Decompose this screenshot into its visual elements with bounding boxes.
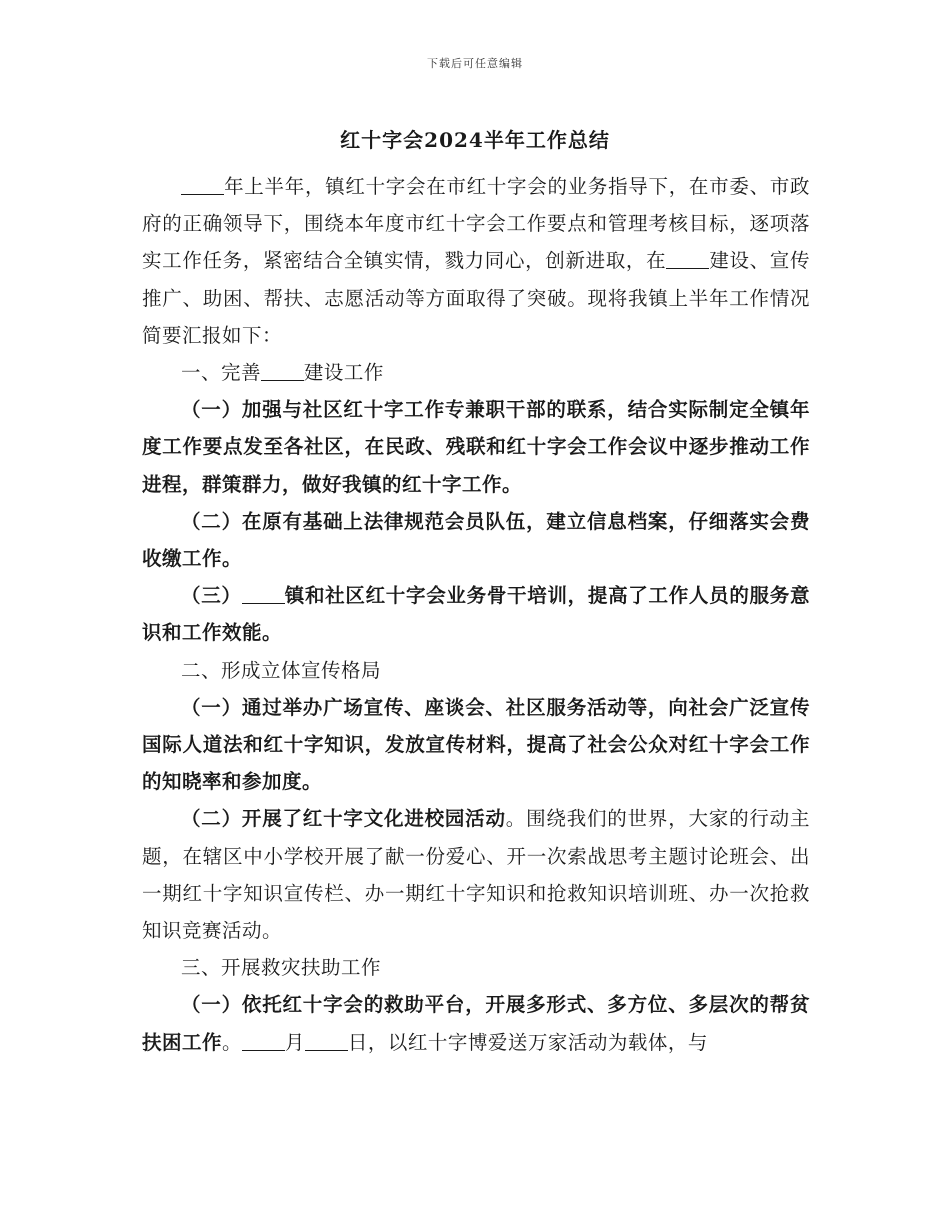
fill-blank — [261, 361, 304, 382]
section-1-item-2: （二）在原有基础上法律规范会员队伍，建立信息档案，仔细落实会费收缴工作。 — [142, 509, 810, 571]
section-1-item-1: （一）加强与社区红十字工作专兼职干部的联系，结合实际制定全镇年度工作要点发至各社区，在民政、残联和红十字会工作会议中逐步推动工作进程，群策群力，做好我镇的红十字工作。 — [142, 398, 810, 496]
document-body — [142, 168, 810, 1061]
section-2-item-1: （一）通过举办广场宣传、座谈会、社区服务活动等，向社会广泛宣传国际人道法和红十字知识，发放宣传材料，提高了社会公众对红十字会工作的知晓率和参加度。 — [142, 695, 810, 794]
section-heading-3: 三、开展救灾扶助工作 — [181, 956, 382, 980]
section-3-item-1: （一）依托红十字会的救助平台，开展多形式、多方位、多层次的帮贫扶困工作。 月 日，以红十字博爱送万家活动为载体，与 — [142, 993, 810, 1054]
fill-blank — [181, 175, 224, 196]
fill-blank — [666, 249, 709, 270]
section-heading-2: 二、形成立体宣传格局 — [181, 658, 382, 682]
intro-paragraph: 年上半年，镇红十字会在市红十字会的业务指导下，在市委、市政府的正确领导下，围绕本年度市红十字会工作要点和管理考核目标，逐项落实工作任务，紧密结合全镇实情，戮力同心，创新进取，在 建设、宣传推广、助困、帮扶、志愿活动等方面取得了突破。现将我镇上半年工作情况简要汇报如下： — [142, 175, 810, 347]
section-1-item-3: （三） 镇和社区红十字会业务骨干培训，提高了工作人员的服务意识和工作效能。 — [142, 584, 810, 645]
fill-blank — [242, 584, 285, 605]
fill-blank — [305, 1030, 348, 1051]
header-note: 下载后可任意编辑 — [427, 57, 523, 70]
fill-blank — [242, 1030, 285, 1051]
section-2-item-2: （二）开展了红十字文化进校园活动。围绕我们的世界，大家的行动主题，在辖区中小学校开展了献一份爱心、开一次索战思考主题讨论班会、出一期红十字知识宣传栏、办一期红十字知识和抢救知识培训班、办一次抢救知识竞赛活动。 — [142, 807, 810, 943]
section-heading-1: 一、完善 建设工作 — [181, 361, 384, 385]
document-title: 红十字会2024半年工作总结 — [340, 128, 610, 152]
